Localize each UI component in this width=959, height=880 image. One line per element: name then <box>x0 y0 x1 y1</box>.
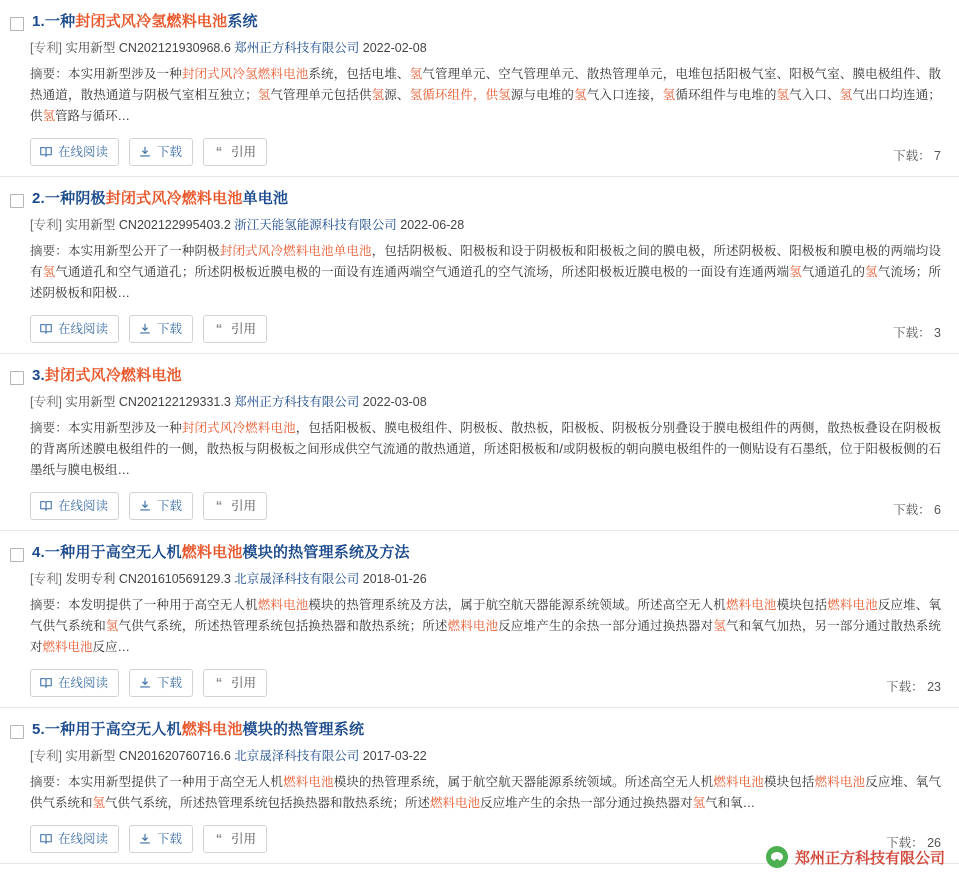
result-abstract: 摘要：本发明提供了一种用于高空无人机燃料电池模块的热管理系统及方法，属于航空航天器能源系统领域。所述高空无人机燃料电池模块包括燃料电池反应堆、氧气供气系统和氢气供气系统，所述热管理系统包括换热器和散热系统；所述燃料电池反应堆产生的余热一部分通过换热器对氢气和氧气加热，另一部分通过散热系统对燃料电池反应… <box>30 598 941 654</box>
result-item <box>0 354 959 531</box>
result-applicant-link[interactable]: 浙江天能氢能源科技有限公司 <box>234 218 397 232</box>
result-applicant-link[interactable]: 郑州正方科技有限公司 <box>234 395 360 409</box>
result-publication-number: CN202122995403.2 <box>118 218 235 232</box>
result-title-row <box>10 366 941 386</box>
book-icon <box>39 832 53 846</box>
cite-label: 引用 <box>231 499 257 513</box>
result-title-row <box>10 543 941 563</box>
book-icon <box>39 499 53 513</box>
result-source-tag: [专利] <box>30 572 66 586</box>
result-publication-number: CN201620760716.6 <box>118 749 235 763</box>
result-actions <box>30 138 941 166</box>
quote-icon: “ <box>215 831 223 846</box>
result-patent-type: 实用新型 <box>65 749 119 763</box>
cite-button[interactable] <box>203 138 267 166</box>
result-applicant-link[interactable]: 北京晟泽科技有限公司 <box>234 749 360 763</box>
download-label: 下载 <box>157 832 183 846</box>
download-label: 下载 <box>157 145 183 159</box>
result-source-tag: [专利] <box>30 395 66 409</box>
download-icon <box>138 322 152 336</box>
download-icon <box>138 676 152 690</box>
download-button[interactable] <box>129 492 193 520</box>
result-publication-number: CN201610569129.3 <box>118 572 235 586</box>
result-date: 2018-01-26 <box>359 572 427 586</box>
result-source-tag: [专利] <box>30 749 66 763</box>
download-count: 下载： 7 <box>893 149 941 163</box>
cite-label: 引用 <box>231 676 257 690</box>
result-title-link[interactable]: 2.一种阴极封闭式风冷燃料电池单电池 <box>32 190 289 207</box>
cite-button[interactable] <box>203 825 267 853</box>
result-abstract: 摘要：本实用新型涉及一种封闭式风冷燃料电池，包括阳极板、膜电极组件、阴极板、散热板，阳极板、阴极板分别叠设于膜电极组件的两侧，散热板叠设在阴极板的背离所述膜电极组件的一侧，散热板与阴极板之间形成供空气流通的散热通道，所述阳极板和/或阴极板的朝向膜电极组件的一侧贴设有石墨纸，位于阳极板侧的石墨纸与膜电极组… <box>30 421 941 477</box>
watermark-text: 郑州正方科技有限公司 <box>794 849 945 867</box>
download-count: 下载： 26 <box>886 836 941 850</box>
result-select-checkbox[interactable] <box>10 725 24 739</box>
download-button[interactable] <box>129 315 193 343</box>
result-select-checkbox[interactable] <box>10 371 24 385</box>
result-item <box>0 531 959 708</box>
download-button[interactable] <box>129 138 193 166</box>
result-meta <box>30 747 941 765</box>
read-online-label: 在线阅读 <box>58 322 109 336</box>
cite-button[interactable] <box>203 669 267 697</box>
result-abstract: 摘要：本实用新型公开了一种阴极封闭式风冷燃料电池单电池，包括阴极板、阳极板和设于阴极板和阳极板之间的膜电极，所述阴极板、阳极板和膜电极的两端均设有氢气通道孔和空气通道孔；所述阴极板近膜电极的一面设有连通两端空气通道孔的空气流场，所述阳极板近膜电极的一面设有连通两端氢气通道孔的氢气流场；所述阴极板和阳极… <box>30 244 941 300</box>
read-online-button[interactable] <box>30 492 119 520</box>
download-count: 下载： 6 <box>893 503 941 517</box>
download-label: 下载 <box>157 322 183 336</box>
quote-icon: “ <box>215 498 223 513</box>
result-abstract: 摘要：本实用新型提供了一种用于高空无人机燃料电池模块的热管理系统，属于航空航天器能源系统领域。所述高空无人机燃料电池模块包括燃料电池反应堆、氧气供气系统和氢气供气系统，所述热管理系统包括换热器和散热系统；所述燃料电池反应堆产生的余热一部分通过换热器对氢气和氧… <box>30 775 941 810</box>
cite-label: 引用 <box>231 832 257 846</box>
read-online-button[interactable] <box>30 138 119 166</box>
quote-icon: “ <box>215 321 223 336</box>
read-online-button[interactable] <box>30 669 119 697</box>
result-actions <box>30 825 941 853</box>
result-actions <box>30 492 941 520</box>
read-online-label: 在线阅读 <box>58 145 109 159</box>
download-icon <box>138 499 152 513</box>
result-applicant-link[interactable]: 郑州正方科技有限公司 <box>234 41 360 55</box>
result-source-tag: [专利] <box>30 218 66 232</box>
download-label: 下载 <box>157 676 183 690</box>
download-icon <box>138 145 152 159</box>
read-online-button[interactable] <box>30 825 119 853</box>
result-publication-number: CN202122129331.3 <box>118 395 235 409</box>
result-title-row <box>10 12 941 32</box>
result-source-tag: [专利] <box>30 41 66 55</box>
download-count: 下载： 23 <box>886 680 941 694</box>
quote-icon: “ <box>215 144 223 159</box>
download-label: 下载 <box>157 499 183 513</box>
download-count: 下载： 3 <box>893 326 941 340</box>
book-icon <box>39 676 53 690</box>
result-title-link[interactable]: 1.一种封闭式风冷氢燃料电池系统 <box>32 13 258 30</box>
result-meta <box>30 39 941 57</box>
result-item <box>0 0 959 177</box>
result-title-link[interactable]: 4.一种用于高空无人机燃料电池模块的热管理系统及方法 <box>32 544 410 561</box>
result-date: 2022-06-28 <box>396 218 465 232</box>
result-patent-type: 实用新型 <box>65 395 119 409</box>
read-online-label: 在线阅读 <box>58 499 109 513</box>
result-actions <box>30 669 941 697</box>
result-date: 2022-02-08 <box>359 41 427 55</box>
read-online-label: 在线阅读 <box>58 676 109 690</box>
result-item <box>0 708 959 864</box>
download-icon <box>138 832 152 846</box>
result-item <box>0 177 959 354</box>
result-meta <box>30 570 941 588</box>
cite-label: 引用 <box>231 322 257 336</box>
result-select-checkbox[interactable] <box>10 548 24 562</box>
result-abstract: 摘要：本实用新型涉及一种封闭式风冷氢燃料电池系统，包括电堆、氢气管理单元、空气管理单元、散热管理单元，电堆包括阳极气室、阳极气室、膜电极组件、散热通道，散热通道与阴极气室相互独立；氢气管理单元包括供氢源、氢循环组件，供氢源与电堆的氢气入口连接，氢循环组件与电堆的氢气入口、氢气出口均连通；供氢管路与循环… <box>30 67 941 123</box>
result-title-row <box>10 720 941 740</box>
result-patent-type: 实用新型 <box>65 218 119 232</box>
download-button[interactable] <box>129 825 193 853</box>
result-meta <box>30 216 941 234</box>
read-online-label: 在线阅读 <box>58 832 109 846</box>
read-online-button[interactable] <box>30 315 119 343</box>
download-button[interactable] <box>129 669 193 697</box>
result-meta <box>30 393 941 411</box>
result-title-row <box>10 189 941 209</box>
result-title-link[interactable]: 5.一种用于高空无人机燃料电池模块的热管理系统 <box>32 721 365 738</box>
book-icon <box>39 322 53 336</box>
cite-button[interactable] <box>203 315 267 343</box>
book-icon <box>39 145 53 159</box>
result-select-checkbox[interactable] <box>10 17 24 31</box>
result-patent-type: 实用新型 <box>65 41 119 55</box>
result-publication-number: CN202121930968.6 <box>118 41 235 55</box>
result-patent-type: 发明专利 <box>65 572 119 586</box>
cite-label: 引用 <box>231 145 257 159</box>
result-title-link[interactable]: 3.封闭式风冷燃料电池 <box>32 367 182 384</box>
result-applicant-link[interactable]: 北京晟泽科技有限公司 <box>234 572 360 586</box>
cite-button[interactable] <box>203 492 267 520</box>
result-actions <box>30 315 941 343</box>
result-select-checkbox[interactable] <box>10 194 24 208</box>
result-date: 2022-03-08 <box>359 395 427 409</box>
quote-icon: “ <box>215 675 223 690</box>
result-date: 2017-03-22 <box>359 749 427 763</box>
